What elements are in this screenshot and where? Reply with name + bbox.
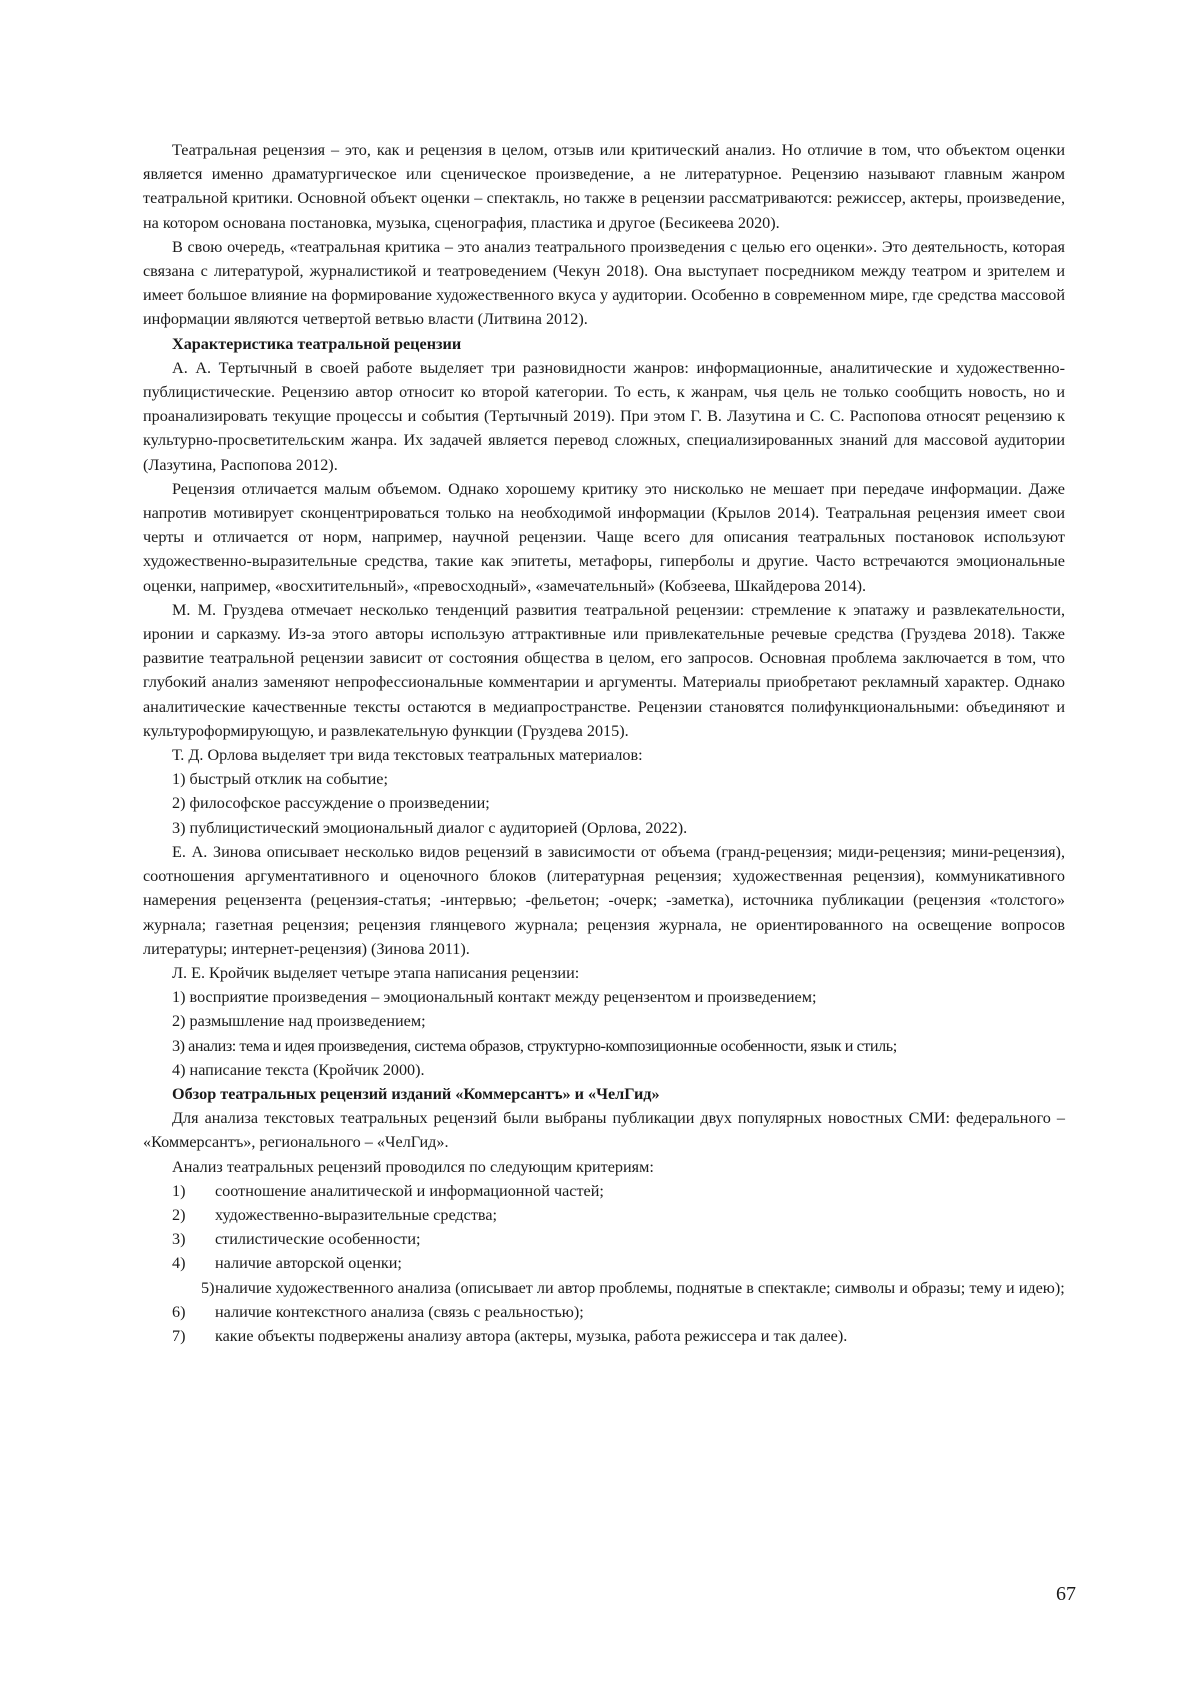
body-paragraph: Для анализа текстовых театральных рецензий были выбраны публикации двух популярных новостных СМИ: федерального – «Коммерсантъ», регионального – «ЧелГид».: [143, 1109, 1065, 1152]
section-heading: Характеристика театральной рецензии: [172, 334, 462, 353]
criteria-item: [143, 1300, 1065, 1324]
page-body: [143, 138, 1065, 1348]
criteria-number: 7): [172, 1326, 186, 1345]
list-item: 2) философское рассуждение о произведении;: [172, 794, 490, 813]
list-item: 1) быстрый отклик на событие;: [172, 770, 388, 789]
criteria-item: [143, 1324, 1065, 1348]
body-paragraph: В свою очередь, «театральная критика – это анализ театрального произведения с целью его оценки». Это деятельность, которая связана с литературой, журналистикой и театроведением (Чекун 2018). Она выступает посредником между театром и зрителем и имеет большое влияние на формирование художественного вкуса у аудитории. Особенно в современном мире, где средства массовой информации являются четвертой ветвью власти (Литвина 2012).: [143, 237, 1065, 329]
criteria-item: [143, 1276, 1065, 1300]
criteria-number: 4): [172, 1254, 186, 1273]
criteria-text: художественно-выразительные средства;: [215, 1205, 498, 1224]
list-item: 4) написание текста (Кройчик 2000).: [172, 1060, 425, 1079]
list-item: Т. Д. Орлова выделяет три вида текстовых театральных материалов:: [172, 746, 643, 765]
list-item: 1) восприятие произведения – эмоциональный контакт между рецензентом и произведением;: [172, 988, 817, 1007]
criteria-text: наличие авторской оценки;: [215, 1254, 402, 1273]
page-number: 67: [1056, 1583, 1076, 1605]
body-paragraph: А. А. Тертычный в своей работе выделяет три разновидности жанров: информационные, аналитические и художественно-публицистические. Рецензию автор относит ко второй категории. То есть, к жанрам, чья цель не только сообщить новость, но и проанализировать текущие процессы и события (Тертычный 2019). При этом Г. В. Лазутина и С. С. Распопова относят рецензию к культурно-просветительским жанра. Их задачей является перевод сложных, специализированных знаний для массовой аудитории (Лазутина, Распопова 2012).: [143, 358, 1065, 474]
criteria-number: 5): [201, 1278, 215, 1297]
criteria-item: [143, 1203, 1065, 1227]
criteria-text: наличие контекстного анализа (связь с реальностью);: [215, 1302, 584, 1321]
criteria-item: [143, 1227, 1065, 1251]
criteria-number: 1): [172, 1181, 186, 1200]
criteria-text: наличие художественного анализа (описывает ли автор проблемы, поднятые в спектакле; символы и образы; тему и идею);: [215, 1278, 1065, 1297]
body-paragraph: Театральная рецензия – это, как и рецензия в целом, отзыв или критический анализ. Но отличие в том, что объектом оценки является именно драматургическое или сценическое произведение, а не литературное. Рецензию называют главным жанром театральной критики. Основной объект оценки – спектакль, но также в рецензии рассматриваются: режиссер, актеры, произведение, на котором основана постановка, музыка, сценография, пластика и другое (Бесикеева 2020).: [143, 141, 1065, 232]
criteria-text: стилистические особенности;: [215, 1230, 421, 1249]
list-item: Л. Е. Кройчик выделяет четыре этапа написания рецензии:: [172, 963, 580, 982]
criteria-number: 3): [172, 1230, 186, 1249]
criteria-text: соотношение аналитической и информационной частей;: [215, 1181, 604, 1200]
criteria-number: 6): [172, 1302, 186, 1321]
body-paragraph: Рецензия отличается малым объемом. Однако хорошему критику это нисколько не мешает при передаче информации. Даже напротив мотивирует сконцентрироваться только на необходимой информации (Крылов 2014). Театральная рецензия имеет свои черты и отличается от норм, например, научной рецензии. Чаще всего для описания театральных постановок используют художественно-выразительные средства, такие как эпитеты, метафоры, гиперболы и другие. Часто встречаются эмоциональные оценки, например, «восхитительный», «превосходный», «замечательный» (Кобзеева, Шкайдерова 2014).: [143, 479, 1065, 595]
criteria-text: какие объекты подвержены анализу автора (актеры, музыка, работа режиссера и так далее).: [215, 1326, 848, 1345]
body-paragraph: Е. А. Зинова описывает несколько видов рецензий в зависимости от объема (гранд-рецензия; миди-рецензия; мини-рецензия), соотношения аргументативного и оценочного блоков (литературная рецензия; художественная рецензия), коммуникативного намерения рецензента (рецензия-статья; -интервью; -фельетон; -очерк; -заметка), источника публикации (рецензия «толстого» журнала; газетная рецензия; рецензия глянцевого журнала; рецензия журнала, не ориентированного на освещение вопросов литературы; интернет-рецензия) (Зинова 2011).: [143, 842, 1065, 958]
section-heading: Обзор театральных рецензий изданий «Коммерсантъ» и «ЧелГид»: [172, 1084, 660, 1103]
criteria-item: [143, 1251, 1065, 1275]
list-item: 3) анализ: тема и идея произведения, система образов, структурно-композиционные особенности, язык и стиль;: [172, 1036, 897, 1055]
body-paragraph: М. М. Груздева отмечает несколько тенденций развития театральной рецензии: стремление к эпатажу и развлекательности, иронии и сарказму. Из-за этого авторы использую аттрактивные или привлекательные речевые средства (Груздева 2018). Также развитие театральной рецензии зависит от состояния общества в целом, его запросов. Основная проблема заключается в том, что глубокий анализ заменяют непрофессиональные комментарии и аргументы. Материалы приобретают рекламный характер. Однако аналитические качественные тексты остаются в медиапространстве. Рецензии становятся полифункциональными: объединяют и культуроформирующую, и развлекательную функции (Груздева 2015).: [143, 600, 1065, 740]
criteria-number: 2): [172, 1205, 186, 1224]
criteria-item: [143, 1179, 1065, 1203]
list-item: Анализ театральных рецензий проводился по следующим критериям:: [172, 1157, 654, 1176]
list-item: 3) публицистический эмоциональный диалог с аудиторией (Орлова, 2022).: [172, 818, 688, 837]
list-item: 2) размышление над произведением;: [172, 1012, 426, 1031]
